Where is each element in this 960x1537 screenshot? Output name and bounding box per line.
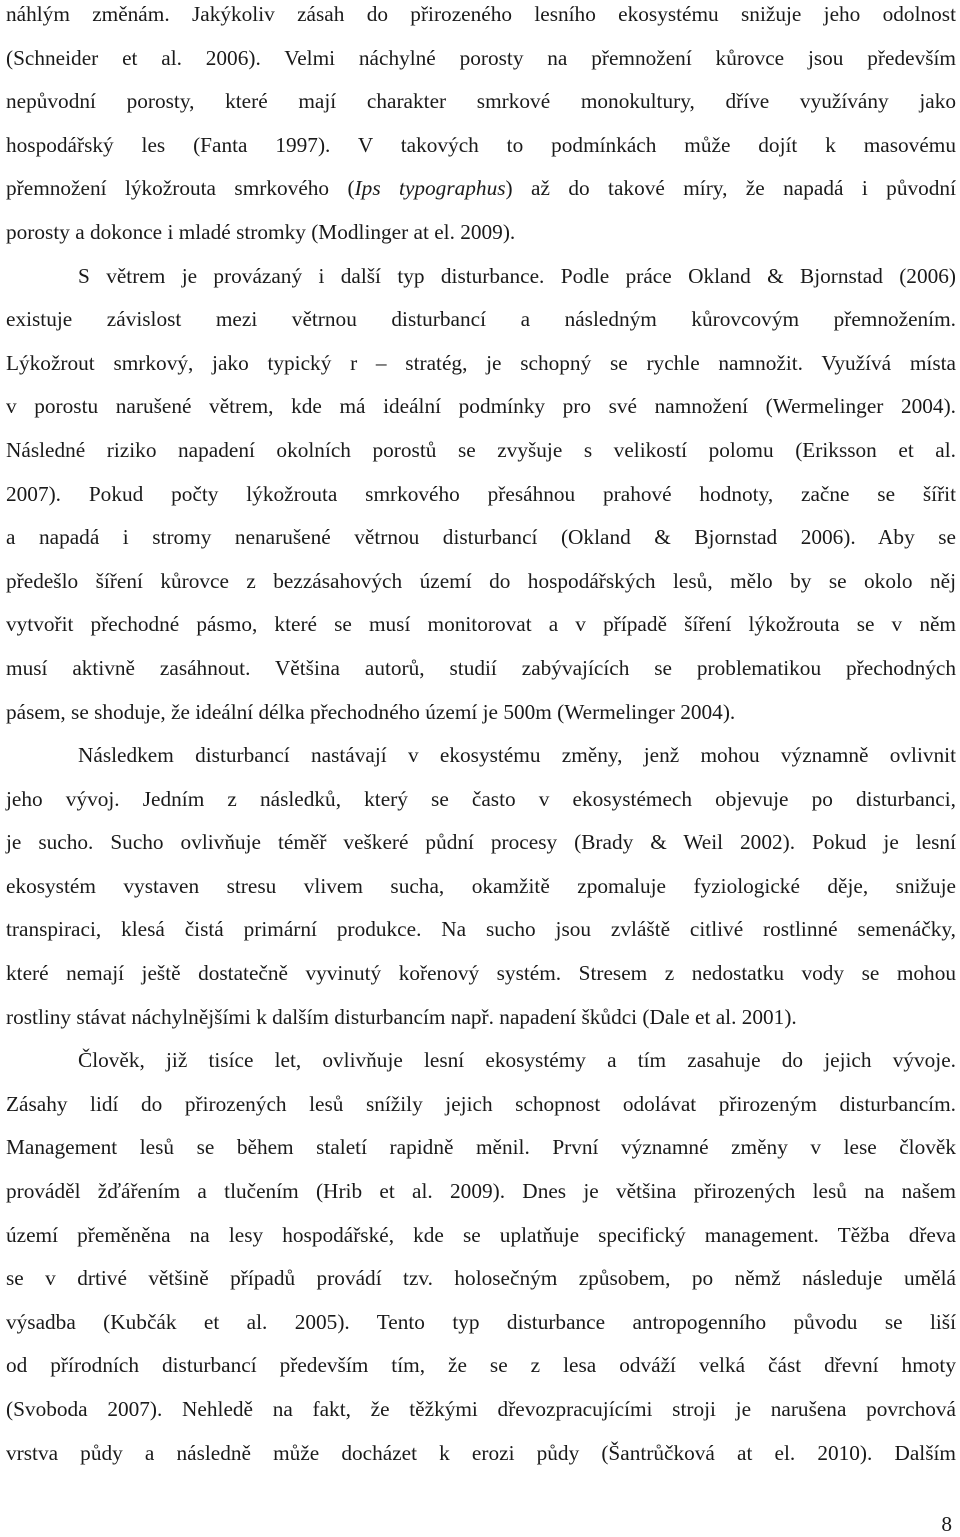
text-line: hospodářský les (Fanta 1997). V takových to podmínkách může dojít k masovému bbox=[6, 132, 956, 157]
species-name: Ips typographus bbox=[354, 176, 506, 201]
text-line: 2007). Pokud počty lýkožrouta smrkového přesáhnou prahové hodnoty, začne se šířit bbox=[6, 481, 956, 506]
text-line: náhlým změnám. Jakýkoliv zásah do přirozeného lesního ekosystému snižuje jeho odolnost bbox=[6, 2, 956, 26]
text-line: Následné riziko napadení okolních porostů se zvyšuje s velikostí polomu (Eriksson et al. bbox=[6, 437, 956, 462]
text-line: je sucho. Sucho ovlivňuje téměř veškeré půdní procesy (Brady & Weil 2002). Pokud je lesní bbox=[6, 830, 956, 855]
text-line: vrstva půdy a následně může docházet k erozi půdy (Šantrůčková at el. 2010). Dalším bbox=[6, 1440, 956, 1465]
text-line: přemnožení lýkožrouta smrkového (Ips typographus) až do takové míry, že napadá i původní bbox=[6, 176, 956, 201]
text-line: transpiraci, klesá čistá primární produkce. Na sucho jsou zvláště citlivé rostlinné semenáčky, bbox=[6, 917, 956, 942]
text-line: Člověk, již tisíce let, ovlivňuje lesní ekosystémy a tím zasahuje do jejich vývoje. bbox=[78, 1048, 956, 1073]
text-line: od přírodních disturbancí především tím, že se z lesa odváží velká část dřevní hmoty bbox=[6, 1353, 956, 1378]
text-line: jeho vývoj. Jedním z následků, který se často v ekosystémech objevuje po disturbanci, bbox=[6, 786, 956, 811]
text-line: nepůvodní porosty, které mají charakter smrkové monokultury, dříve využívány jako bbox=[6, 89, 956, 114]
page-number: 8 bbox=[941, 1512, 952, 1536]
text-line: předešlo šíření kůrovce z bezzásahových území do hospodářských lesů, mělo by se okolo něj bbox=[6, 568, 956, 593]
text-line: a napadá i stromy nenarušené větrnou disturbancí (Okland & Bjornstad 2006). Aby se bbox=[6, 525, 956, 550]
text-line: rostliny stávat náchylnějšími k dalším disturbancím např. napadení škůdci (Dale et al. 2001). bbox=[6, 1004, 797, 1029]
text-line: Management lesů se během staletí rapidně měnil. První významné změny v lese člověk bbox=[6, 1135, 956, 1160]
text-line: vytvořit přechodné pásmo, které se musí monitorovat a v případě šíření lýkožrouta se v něm bbox=[6, 612, 956, 637]
text-line: Následkem disturbancí nastávají v ekosystému změny, jenž mohou významně ovlivnit bbox=[78, 743, 956, 768]
text-line: (Schneider et al. 2006). Velmi náchylné porosty na přemnožení kůrovce jsou především bbox=[6, 45, 956, 70]
text-line: ekosystém vystaven stresu vlivem sucha, okamžitě zpomaluje fyziologické děje, snižuje bbox=[6, 873, 956, 898]
text-line: území přeměněna na lesy hospodářské, kde se uplatňuje specifický management. Těžba dřeva bbox=[6, 1222, 956, 1247]
text-line: pásem, se shoduje, že ideální délka přechodného území je 500m (Wermelinger 2004). bbox=[6, 699, 736, 724]
text-line: S větrem je provázaný i další typ disturbance. Podle práce Okland & Bjornstad (2006) bbox=[78, 263, 956, 288]
text-line: musí aktivně zasáhnout. Většina autorů, studií zabývajících se problematikou přechodných bbox=[6, 655, 956, 680]
text-line: prováděl žďářením a tlučením (Hrib et al. 2009). Dnes je většina přirozených lesů na našem bbox=[6, 1179, 956, 1204]
text-line: výsadba (Kubčák et al. 2005). Tento typ disturbance antropogenního původu se liší bbox=[6, 1309, 956, 1334]
text-line: Lýkožrout smrkový, jako typický r – stratég, je schopný se rychle namnožit. Využívá místa bbox=[6, 350, 956, 375]
text-line: v porostu narušené větrem, kde má ideální podmínky pro své namnožení (Wermelinger 2004). bbox=[6, 394, 956, 419]
text-line: se v drtivé většině případů provádí tzv. holosečným způsobem, po němž následuje umělá bbox=[6, 1266, 956, 1291]
text-line: existuje závislost mezi větrnou disturbancí a následným kůrovcovým přemnožením. bbox=[6, 307, 956, 332]
body-text bbox=[6, 0, 956, 1475]
text-line: Zásahy lidí do přirozených lesů snížily jejich schopnost odolávat přirozeným disturbancím. bbox=[6, 1091, 956, 1116]
text-line: porosty a dokonce i mladé stromky (Modlinger at el. 2009). bbox=[6, 219, 516, 244]
text-line: (Svoboda 2007). Nehledě na fakt, že těžkými dřevozpracujícími stroji je narušena povrchová bbox=[6, 1397, 956, 1421]
text-line: které nemají ještě dostatečně vyvinutý kořenový systém. Stresem z nedostatku vody se mohou bbox=[6, 961, 956, 986]
